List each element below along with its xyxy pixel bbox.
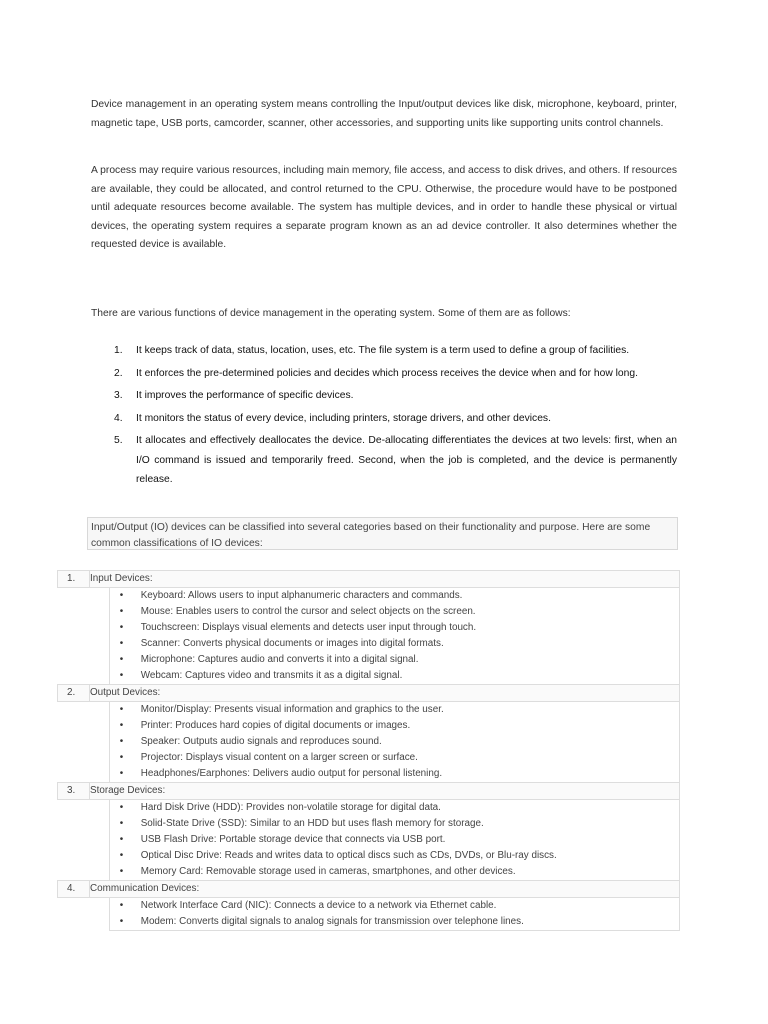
category-item-row xyxy=(58,800,680,817)
indent-spacer xyxy=(58,636,110,652)
category-item-row xyxy=(58,652,680,668)
category-item-row xyxy=(58,914,680,931)
function-item-number: 5. xyxy=(114,435,123,446)
category-number: 3. xyxy=(58,783,90,800)
function-item xyxy=(91,364,677,384)
category-item xyxy=(109,620,679,636)
indent-spacer xyxy=(58,766,110,783)
category-item-row xyxy=(58,898,680,915)
category-item xyxy=(109,766,679,783)
category-item-text: Microphone: Captures audio and converts it into a digital signal. xyxy=(140,654,419,665)
category-item-text: Scanner: Converts physical documents or images into digital formats. xyxy=(140,638,444,649)
category-item-text: Webcam: Captures video and transmits it as a digital signal. xyxy=(140,670,403,681)
function-item-text: It enforces the pre-determined policies and decides which process receives the device when and for how long. xyxy=(136,367,638,379)
indent-spacer xyxy=(58,668,110,685)
category-item xyxy=(109,898,679,915)
category-item-row xyxy=(58,816,680,832)
category-item xyxy=(109,750,679,766)
function-item-text: It allocates and effectively deallocates the device. De-allocating differentiates the devices at two levels: first, when an I/O command is issued and temporarily freed. Second, when the job is completed, and the device is permanently release. xyxy=(136,435,677,485)
category-item-row xyxy=(58,604,680,620)
device-categories-table xyxy=(57,570,680,931)
category-item-text: Mouse: Enables users to control the cursor and select objects on the screen. xyxy=(140,606,476,617)
indent-spacer xyxy=(58,914,110,931)
category-item xyxy=(109,604,679,620)
category-item-text: Memory Card: Removable storage used in cameras, smartphones, and other devices. xyxy=(140,866,516,877)
bullet-icon: • xyxy=(119,606,124,617)
category-item xyxy=(109,864,679,881)
bullet-icon: • xyxy=(119,916,124,927)
category-row xyxy=(58,685,680,702)
indent-spacer xyxy=(58,734,110,750)
functions-list xyxy=(91,341,677,493)
category-item-text: Speaker: Outputs audio signals and reproduces sound. xyxy=(140,736,382,747)
category-title: Storage Devices: xyxy=(90,783,680,800)
category-item xyxy=(109,848,679,864)
function-item xyxy=(91,341,677,361)
category-item-row xyxy=(58,864,680,881)
category-item-text: Headphones/Earphones: Delivers audio output for personal listening. xyxy=(140,768,443,779)
bullet-icon: • xyxy=(119,654,124,665)
category-item-text: Network Interface Card (NIC): Connects a device to a network via Ethernet cable. xyxy=(140,900,497,911)
indent-spacer xyxy=(58,588,110,605)
category-item-row xyxy=(58,620,680,636)
function-item-number: 1. xyxy=(114,345,123,356)
indent-spacer xyxy=(58,718,110,734)
category-item-text: Modem: Converts digital signals to analog signals for transmission over telephone lines. xyxy=(140,916,524,927)
bullet-icon: • xyxy=(119,736,124,747)
intro-paragraph: A process may require various resources, including main memory, file access, and access to disk drives, and others. If resources are available, they could be allocated, and control returned to the CPU. Otherwise, the procedure would have to be postponed until adequate resources become available. The system has multiple devices, and in order to handle these physical or virtual devices, the operating system requires a separate program known as an ad device controller. It also determines whether the requested device is available. xyxy=(91,165,677,250)
function-item-number: 4. xyxy=(114,412,123,424)
category-row xyxy=(58,571,680,588)
category-item xyxy=(109,914,679,931)
category-item-text: Projector: Displays visual content on a larger screen or surface. xyxy=(140,752,418,763)
bullet-icon: • xyxy=(119,866,124,877)
category-number: 4. xyxy=(58,881,90,898)
bullet-icon: • xyxy=(119,834,124,845)
function-item-number: 2. xyxy=(114,367,123,379)
function-item-text: It monitors the status of every device, including printers, storage drivers, and other devices. xyxy=(136,412,551,424)
indent-spacer xyxy=(58,816,110,832)
indent-spacer xyxy=(58,620,110,636)
category-item-row xyxy=(58,750,680,766)
category-item xyxy=(109,652,679,668)
category-item xyxy=(109,800,679,817)
indent-spacer xyxy=(58,832,110,848)
category-item-row xyxy=(58,702,680,719)
category-item xyxy=(109,832,679,848)
category-item-row xyxy=(58,668,680,685)
category-row xyxy=(58,783,680,800)
category-item-text: Touchscreen: Displays visual elements and detects user input through touch. xyxy=(140,622,477,633)
bullet-icon: • xyxy=(119,900,124,911)
category-item-text: USB Flash Drive: Portable storage device that connects via USB port. xyxy=(140,834,446,845)
category-item xyxy=(109,588,679,605)
category-item xyxy=(109,816,679,832)
category-item-text: Hard Disk Drive (HDD): Provides non-volatile storage for digital data. xyxy=(140,802,441,813)
category-item xyxy=(109,668,679,685)
category-title: Input Devices: xyxy=(90,571,680,588)
indent-spacer xyxy=(58,604,110,620)
category-item xyxy=(109,702,679,719)
function-item-text: It improves the performance of specific devices. xyxy=(136,390,354,401)
category-number: 2. xyxy=(58,685,90,702)
indent-spacer xyxy=(58,864,110,881)
category-item-row xyxy=(58,734,680,750)
intro-paragraph: Device management in an operating system means controlling the Input/output devices like disk, microphone, keyboard, printer, magnetic tape, USB ports, camcorder, scanner, other accessories, and supporting units like supporting units control channels. xyxy=(91,99,677,129)
bullet-icon: • xyxy=(119,720,124,731)
bullet-icon: • xyxy=(119,638,124,649)
category-item-text: Monitor/Display: Presents visual information and graphics to the user. xyxy=(140,704,444,715)
classification-intro-box: Input/Output (IO) devices can be classified into several categories based on their functionality and purpose. Here are some common classifications of IO devices: xyxy=(87,517,678,550)
category-item-row xyxy=(58,636,680,652)
function-item xyxy=(91,409,677,429)
bullet-icon: • xyxy=(119,818,124,829)
bullet-icon: • xyxy=(119,590,124,601)
bullet-icon: • xyxy=(119,802,124,813)
indent-spacer xyxy=(58,898,110,915)
category-row xyxy=(58,881,680,898)
category-item-row xyxy=(58,848,680,864)
bullet-icon: • xyxy=(119,752,124,763)
indent-spacer xyxy=(58,800,110,817)
category-item-text: Optical Disc Drive: Reads and writes data to optical discs such as CDs, DVDs, or Blu-ray discs. xyxy=(140,850,557,861)
category-item-row xyxy=(58,766,680,783)
functions-intro: There are various functions of device management in the operating system. Some of them are as follows: xyxy=(91,308,571,319)
category-title: Communication Devices: xyxy=(90,881,680,898)
indent-spacer xyxy=(58,848,110,864)
category-item-row xyxy=(58,718,680,734)
indent-spacer xyxy=(58,750,110,766)
function-item xyxy=(91,431,677,490)
category-item-text: Solid-State Drive (SSD): Similar to an HDD but uses flash memory for storage. xyxy=(140,818,484,829)
category-item xyxy=(109,734,679,750)
function-item xyxy=(91,386,677,406)
function-item-number: 3. xyxy=(114,390,123,401)
category-item-row xyxy=(58,588,680,605)
function-item-text: It keeps track of data, status, location, uses, etc. The file system is a term used to define a group of facilities. xyxy=(136,345,630,356)
category-title: Output Devices: xyxy=(90,685,680,702)
bullet-icon: • xyxy=(119,850,124,861)
bullet-icon: • xyxy=(119,768,124,779)
category-item xyxy=(109,636,679,652)
indent-spacer xyxy=(58,702,110,719)
category-item xyxy=(109,718,679,734)
bullet-icon: • xyxy=(119,670,124,681)
category-item-text: Printer: Produces hard copies of digital documents or images. xyxy=(140,720,411,731)
indent-spacer xyxy=(58,652,110,668)
category-item-row xyxy=(58,832,680,848)
bullet-icon: • xyxy=(119,622,124,633)
bullet-icon: • xyxy=(119,704,124,715)
category-number: 1. xyxy=(58,571,90,588)
category-item-text: Keyboard: Allows users to input alphanumeric characters and commands. xyxy=(140,590,463,601)
